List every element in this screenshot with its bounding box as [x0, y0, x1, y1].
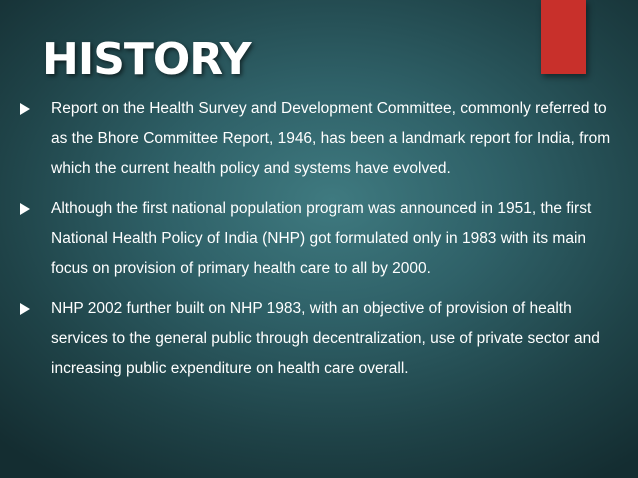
red-accent-bar [541, 0, 586, 74]
bullet-item [20, 294, 618, 384]
triangle-right-icon [20, 94, 50, 124]
bullet-text: Report on the Health Survey and Development Committee, commonly referred to as the Bhore Committee Report, 1946, has been a landmark report for India, from which the current health policy and systems have evolved. [51, 100, 611, 177]
bullet-item [20, 94, 618, 184]
bullet-text: Although the first national population program was announced in 1951, the first National Health Policy of India (NHP) got formulated only in 1983 with its main focus on provision of primary health care to all by 2000. [51, 200, 592, 277]
bullet-list [20, 94, 618, 394]
slide-title: HISTORY [42, 34, 251, 85]
triangle-right-icon [20, 294, 50, 324]
bullet-item [20, 194, 618, 284]
triangle-right-icon [20, 194, 50, 224]
bullet-text: NHP 2002 further built on NHP 1983, with an objective of provision of health services to the general public through decentralization, use of private sector and increasing public expenditure on health care overall. [51, 300, 600, 377]
